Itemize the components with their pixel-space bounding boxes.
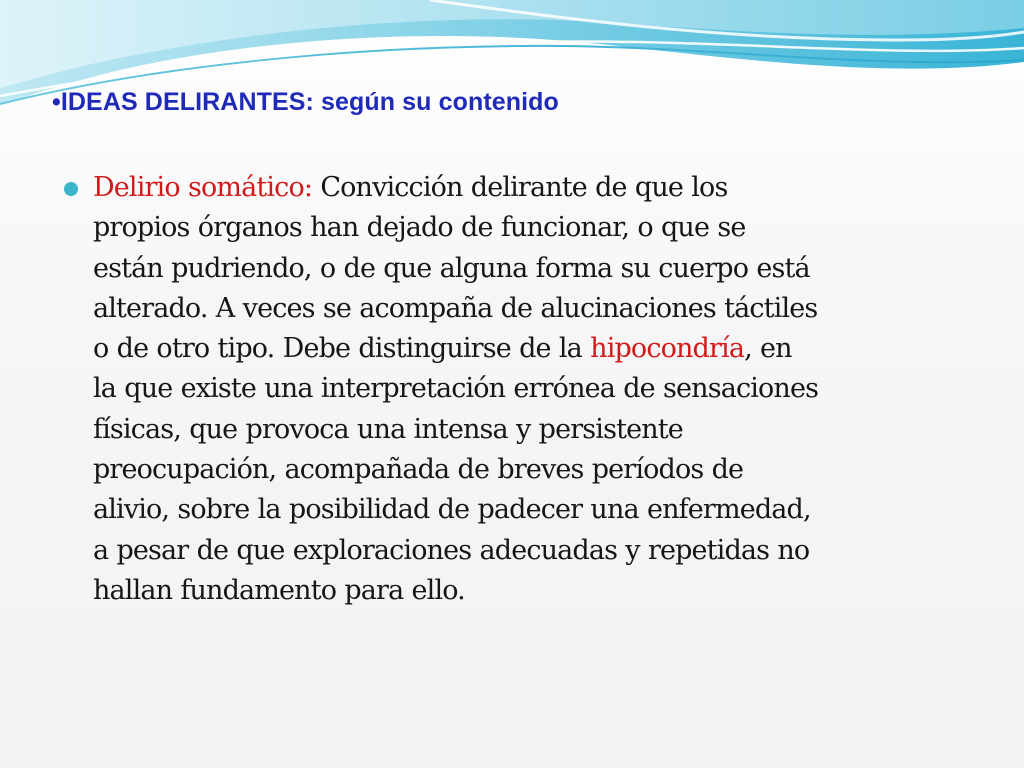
text-line-5: o de otro tipo. Debe distinguirse de la <box>93 333 591 365</box>
text-line-3: están pudriendo, o de que alguna forma su cuerpo está <box>93 252 810 284</box>
text-line-2: propios órganos han dejado de funcionar, o que se <box>93 212 746 244</box>
text-line-11: hallan fundamento para ello. <box>93 574 465 606</box>
bullet-dot-icon <box>64 182 78 196</box>
text-line-6: la que existe una interpretación errónea de sensaciones <box>93 373 819 405</box>
bullet-text <box>93 168 973 611</box>
text-line-7: físicas, que provoca una intensa y persistente <box>93 413 683 445</box>
term-hipocondria: hipocondría <box>590 333 745 365</box>
term-delirio-somatico: Delirio somático: <box>93 172 313 203</box>
text-after-highlight: , en <box>744 333 792 365</box>
slide-title: •IDEAS DELIRANTES: según su contenido <box>52 88 559 116</box>
text-line-8: preocupación, acompañada de breves períodos de <box>93 454 744 486</box>
text-line-10: a pesar de que exploraciones adecuadas y repetidas no <box>93 534 810 566</box>
text-line-4: alterado. A veces se acompaña de alucinaciones táctiles <box>93 292 818 324</box>
text-line-9: alivio, sobre la posibilidad de padecer una enfermedad, <box>93 494 811 526</box>
text-line-1: Convicción delirante de que los <box>312 172 728 203</box>
